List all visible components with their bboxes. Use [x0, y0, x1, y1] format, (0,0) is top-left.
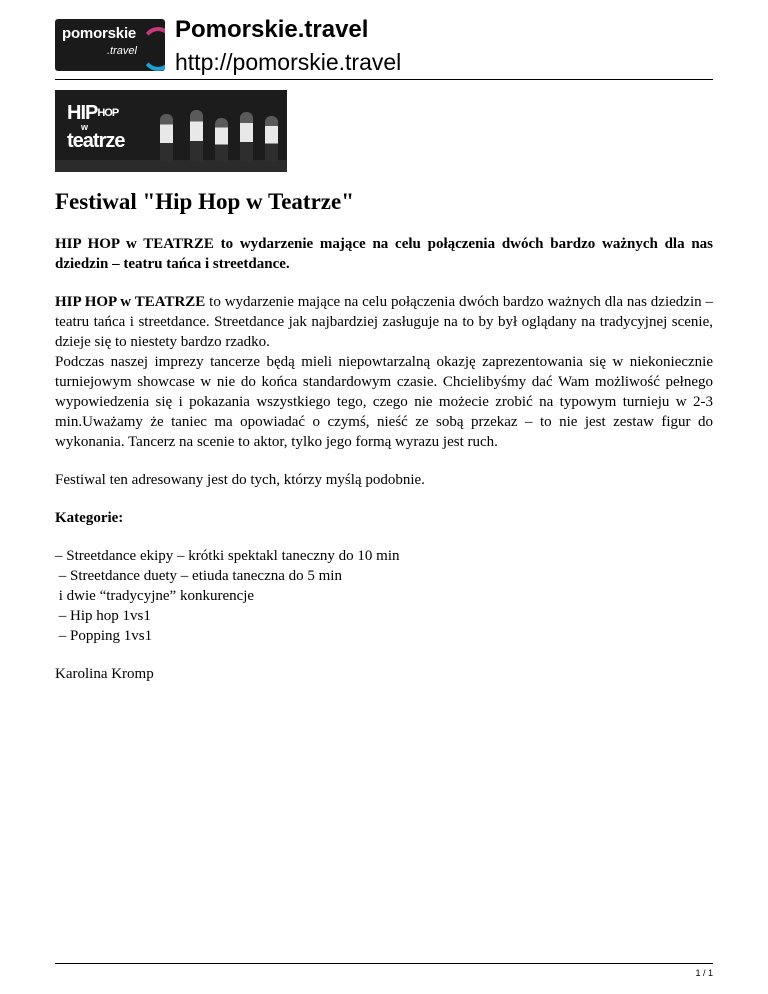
category-item: – Hip hop 1vs1 [55, 608, 151, 624]
page-number: 1 / 1 [695, 968, 713, 978]
article-content [55, 188, 713, 702]
article-body-paragraph [55, 292, 713, 352]
category-item: i dwie “tradycyjne” konkurencje [55, 588, 255, 604]
category-item: – Popping 1vs1 [55, 628, 153, 644]
categories-heading: Kategorie: [55, 510, 124, 526]
banner-line-hop: HOP [97, 107, 119, 119]
event-banner-image [55, 90, 287, 172]
logo-arc-icon [140, 27, 165, 71]
category-item: – Streetdance ekipy – krótki spektakl taneczny do 10 min [55, 548, 400, 564]
body-bold-intro: HIP HOP w TEATRZE [55, 294, 206, 310]
body-intro-text: to wydarzenie mające na celu połączenia dwóch bardzo ważnych dla nas dziedzin – teatru tańca i streetdance. Streetdance jak najbardziej zasługuje na to by był oglądany na tradycyjnej scenie, dzieje się to niestety bardzo rzadko. [55, 294, 713, 350]
banner-line-w: w [81, 122, 88, 132]
site-title: Pomorskie.travel [175, 16, 369, 43]
site-url-link[interactable]: http://pomorskie.travel [175, 49, 402, 75]
logo-text-main: pomorskie [62, 25, 137, 42]
dancer-figure [240, 112, 253, 162]
audience-text: Festiwal ten adresowany jest do tych, którzy myślą podobnie. [55, 472, 425, 488]
dancer-figure [160, 114, 173, 162]
banner-line-hip: HIP [67, 102, 98, 124]
header-divider [55, 79, 713, 80]
article-lead: HIP HOP w TEATRZE to wydarzenie mające na celu połączenia dwóch bardzo ważnych dla nas dziedzin – teatru tańca i streetdance. [55, 236, 713, 272]
pomorskie-travel-logo[interactable] [55, 19, 165, 71]
banner-line-teatrze: teatrze [67, 130, 125, 152]
footer-divider [55, 963, 713, 964]
article-body-paragraph-2: Podczas naszej imprezy tancerze będą mieli niepowtarzalną okazję zaprezentowania się w niekoniecznie turniejowym showcase w nie do końca standardowym czasie. Chcielibyśmy dać Wam możliwość pełnego wypowiedzenia się i pokazania wszystkiego tego, czego nie możecie zrobić na typowym turnieju w 2-3 min.Uważamy że taniec ma opowiadać o czymś, nieść ze sobą przekaz – to nie jest zestaw figur do wykonania. Tancerz na scenie to aktor, tylko jego formą wyrazu jest ruch. [55, 354, 713, 450]
logo-text-sub: .travel [107, 45, 137, 57]
category-item: – Streetdance duety – etiuda taneczna do 5 min [55, 568, 342, 584]
article-title: Festiwal "Hip Hop w Teatrze" [55, 189, 354, 214]
article-author: Karolina Kromp [55, 666, 154, 682]
dancer-figure [265, 116, 278, 162]
page-header [55, 16, 713, 80]
categories-list [55, 546, 713, 646]
banner-logo [67, 104, 124, 150]
dancer-figure [190, 110, 203, 162]
dancer-figure [215, 118, 228, 162]
